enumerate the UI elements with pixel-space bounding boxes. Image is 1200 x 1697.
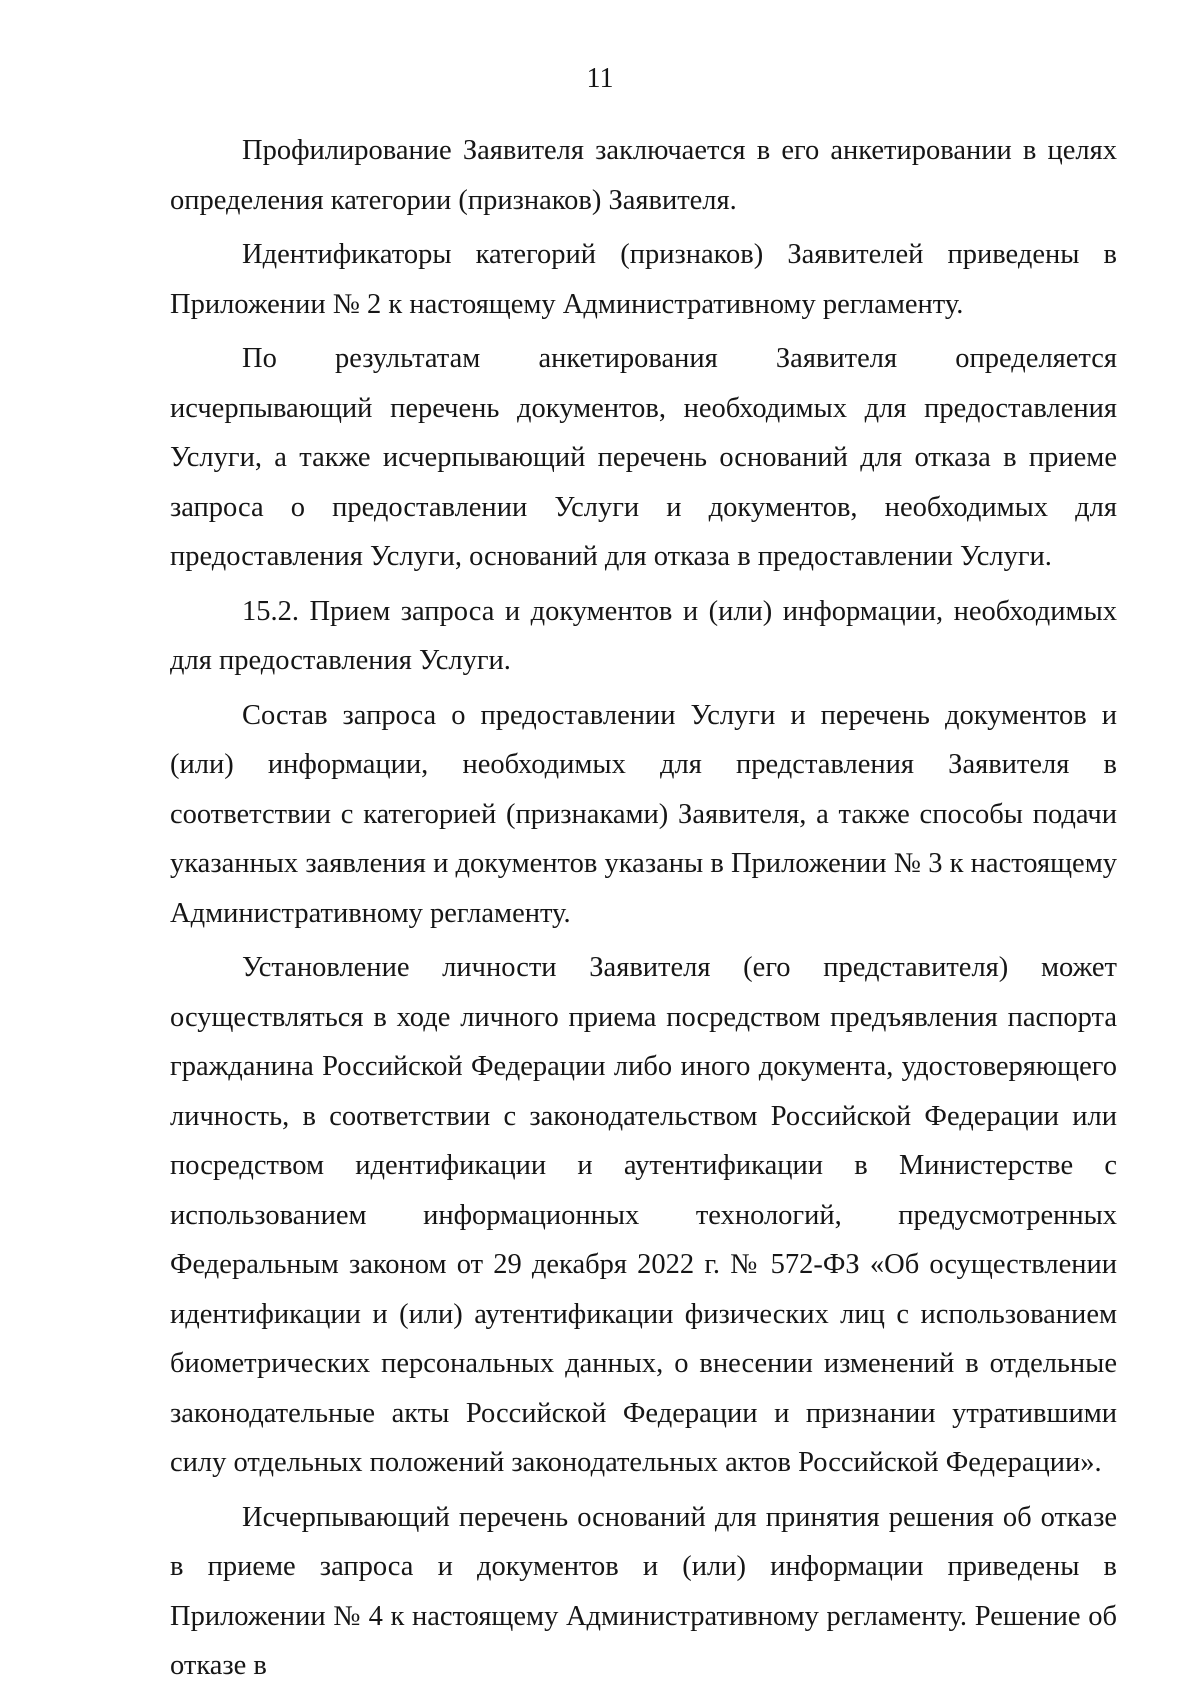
paragraph-identifiers: Идентификаторы категорий (признаков) Заявителей приведены в Приложении № 2 к настоящему Административному регламенту. — [170, 239, 1117, 320]
paragraph-questionnaire-results: По результатам анкетирования Заявителя определяется исчерпывающий перечень документов, необходимых для предоставления Услуги, а также исчерпывающий перечень оснований для отказа в приеме запроса о предоставлении Услуги и документов, необходимых для предоставления Услуги, оснований для отказа в предоставлении Услуги. — [170, 343, 1117, 572]
paragraph-identity-verification: Установление личности Заявителя (его представителя) может осуществляться в ходе личного приема посредством предъявления паспорта гражданина Российской Федерации либо иного документа, удостоверяющего личность, в соответствии с законодательством Российской Федерации или посредством идентификации и аутентификации в Министерстве с использованием информационных технологий, предусмотренных Федеральным законом от 29 декабря 2022 г. № 572-ФЗ «Об осуществлении идентификации и (или) аутентификации физических лиц с использованием биометрических персональных данных, о внесении изменений в отдельные законодательные акты Российской Федерации и признании утратившими силу отдельных положений законодательных актов Российской Федерации». — [170, 952, 1117, 1478]
page-number: 11 — [586, 63, 614, 94]
paragraph-request-composition: Состав запроса о предоставлении Услуги и перечень документов и (или) информации, необходимых для представления Заявителя в соответствии с категорией (признаками) Заявителя, а также способы подачи указанных заявления и документов указаны в Приложении № 3 к настоящему Административному регламенту. — [170, 699, 1117, 929]
paragraph-refusal-grounds: Исчерпывающий перечень оснований для принятия решения об отказе в приеме запроса и документов и (или) информации приведены в Приложении № 4 к настоящему Административному регламенту. Решение об отказе в — [170, 1501, 1117, 1681]
document-body — [170, 126, 1117, 1691]
paragraph-section-15-2: 15.2. Прием запроса и документов и (или) информации, необходимых для предоставления Услуги. — [170, 595, 1117, 676]
paragraph-profiling: Профилирование Заявителя заключается в его анкетировании в целях определения категории (признаков) Заявителя. — [170, 135, 1117, 216]
